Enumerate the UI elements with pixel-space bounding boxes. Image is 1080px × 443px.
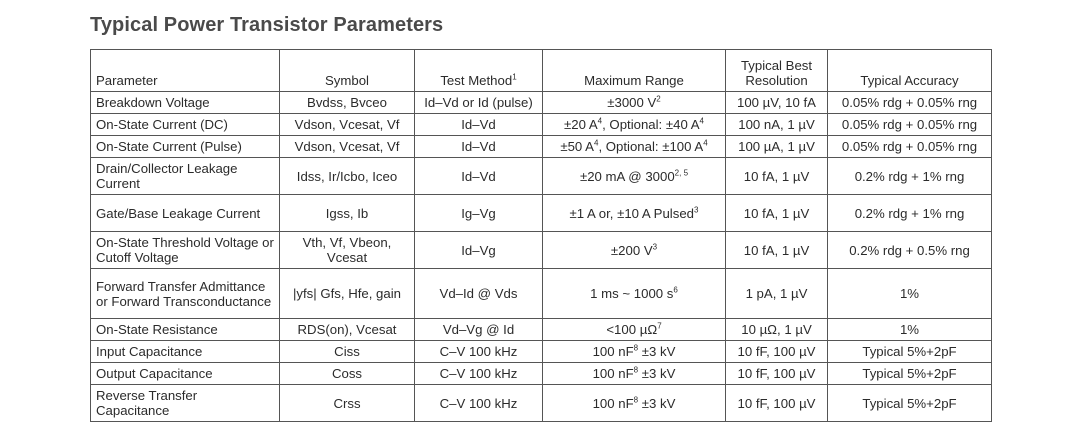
cell-symbol: Vdson, Vcesat, Vf [280,136,415,158]
header-test-method-label: Test Method [440,73,513,88]
range-value: 100 nF [592,395,634,411]
header-resolution: Typical Best Resolution [726,50,828,92]
cell-test-method: Id–Vg [415,232,543,269]
cell-accuracy: Typical 5%+2pF [828,385,992,422]
cell-resolution: 10 fF, 100 µV [726,385,828,422]
cell-symbol: Vth, Vf, Vbeon, Vcesat [280,232,415,269]
table-row [91,92,992,114]
cell-accuracy: 0.05% rdg + 0.05% rng [828,114,992,136]
cell-accuracy: Typical 5%+2pF [828,363,992,385]
footnote-marker: 4 [597,116,603,126]
footnote-marker: 6 [673,285,678,295]
cell-test-method: Id–Vd [415,158,543,195]
footnote-marker: 2 [656,94,661,104]
range-suffix: ±3 kV [638,366,676,381]
table-row [91,114,992,136]
cell-parameter: Drain/Collector Leakage Current [91,158,280,195]
range-value: <100 µΩ [606,322,658,337]
range-suffix: , Optional: ±100 A [598,139,704,154]
cell-symbol: |yfs| Gfs, Hfe, gain [280,269,415,319]
range-value: ±1 A or, ±10 A Pulsed [569,205,694,221]
cell-parameter: Output Capacitance [91,363,280,385]
cell-symbol: Vdson, Vcesat, Vf [280,114,415,136]
range-suffix: , Optional: ±40 A [602,117,700,132]
header-symbol: Symbol [280,50,415,92]
cell-test-method: C–V 100 kHz [415,341,543,363]
footnote-marker: 4 [699,116,704,126]
cell-test-method: Id–Vd or Id (pulse) [415,92,543,114]
cell-accuracy: 0.05% rdg + 0.05% rng [828,136,992,158]
cell-maximum-range [543,92,726,114]
cell-test-method: C–V 100 kHz [415,385,543,422]
cell-symbol: RDS(on), Vcesat [280,319,415,341]
cell-resolution: 10 fF, 100 µV [726,363,828,385]
table-row [91,363,992,385]
cell-symbol: Ciss [280,341,415,363]
cell-maximum-range [543,363,726,385]
cell-resolution: 100 nA, 1 µV [726,114,828,136]
table-row [91,319,992,341]
cell-parameter: Input Capacitance [91,341,280,363]
cell-maximum-range [543,341,726,363]
cell-accuracy: 0.05% rdg + 0.05% rng [828,92,992,114]
cell-maximum-range [543,158,726,195]
cell-accuracy: 1% [828,269,992,319]
cell-parameter: On-State Current (Pulse) [91,136,280,158]
range-value: ±50 A [560,139,594,154]
cell-symbol: Crss [280,385,415,422]
page-title: Typical Power Transistor Parameters [90,14,444,36]
cell-parameter: Gate/Base Leakage Current [91,195,280,232]
footnote-marker: 8 [633,395,639,405]
cell-test-method: Vd–Vg @ Id [415,319,543,341]
cell-accuracy: 0.2% rdg + 1% rng [828,195,992,232]
cell-symbol: Coss [280,363,415,385]
cell-maximum-range [543,195,726,232]
cell-resolution: 100 µV, 10 fA [726,92,828,114]
range-value: ±20 A [564,117,598,132]
table-row [91,232,992,269]
cell-test-method: Vd–Id @ Vds [415,269,543,319]
range-suffix: ±3 kV [638,344,676,359]
cell-parameter: Reverse Transfer Capacitance [91,385,280,422]
cell-maximum-range [543,269,726,319]
cell-resolution: 10 fA, 1 µV [726,158,828,195]
cell-accuracy: 0.2% rdg + 0.5% rng [828,232,992,269]
table-row [91,195,992,232]
cell-resolution: 100 µA, 1 µV [726,136,828,158]
cell-maximum-range [543,232,726,269]
footnote-marker: 2, 5 [674,168,689,178]
footnote-marker: 1 [512,72,517,82]
cell-parameter: Forward Transfer Admittance or Forward Transconductance [91,269,280,319]
cell-resolution: 10 fA, 1 µV [726,232,828,269]
footnote-marker: 7 [657,321,662,331]
header-test-method [415,50,543,92]
range-value: 1 ms ~ 1000 s [590,286,674,301]
cell-parameter: Breakdown Voltage [91,92,280,114]
range-value: ±20 mA @ 3000 [579,168,675,184]
cell-accuracy: 1% [828,319,992,341]
cell-parameter: On-State Current (DC) [91,114,280,136]
range-value: ±200 V [610,242,653,258]
range-suffix: ±3 kV [638,395,676,411]
cell-maximum-range [543,114,726,136]
cell-symbol: Bvdss, Bvceo [280,92,415,114]
cell-resolution: 10 fF, 100 µV [726,341,828,363]
parameters-table [90,49,992,422]
table-row [91,341,992,363]
range-value: 100 nF [592,344,634,359]
cell-test-method: C–V 100 kHz [415,363,543,385]
cell-accuracy: Typical 5%+2pF [828,341,992,363]
cell-parameter: On-State Resistance [91,319,280,341]
table-row [91,269,992,319]
range-value: ±3000 V [607,95,657,110]
table-row [91,158,992,195]
cell-maximum-range [543,319,726,341]
cell-maximum-range [543,136,726,158]
footnote-marker: 3 [694,205,699,215]
cell-test-method: Ig–Vg [415,195,543,232]
cell-symbol: Igss, Ib [280,195,415,232]
footnote-marker: 4 [593,138,599,148]
cell-resolution: 1 pA, 1 µV [726,269,828,319]
table-row [91,385,992,422]
footnote-marker: 8 [633,365,639,375]
cell-accuracy: 0.2% rdg + 1% rng [828,158,992,195]
range-value: 100 nF [592,366,634,381]
cell-test-method: Id–Vd [415,114,543,136]
footnote-marker: 3 [652,242,658,252]
cell-resolution: 10 µΩ, 1 µV [726,319,828,341]
table-header-row [91,50,992,92]
footnote-marker: 8 [633,343,639,353]
cell-resolution: 10 fA, 1 µV [726,195,828,232]
cell-maximum-range [543,385,726,422]
header-accuracy: Typical Accuracy [828,50,992,92]
cell-test-method: Id–Vd [415,136,543,158]
cell-parameter: On-State Threshold Voltage or Cutoff Voltage [91,232,280,269]
cell-symbol: Idss, Ir/Icbo, Iceo [280,158,415,195]
table-row [91,136,992,158]
header-parameter: Parameter [91,50,280,92]
footnote-marker: 4 [703,138,708,148]
header-maximum-range: Maximum Range [543,50,726,92]
